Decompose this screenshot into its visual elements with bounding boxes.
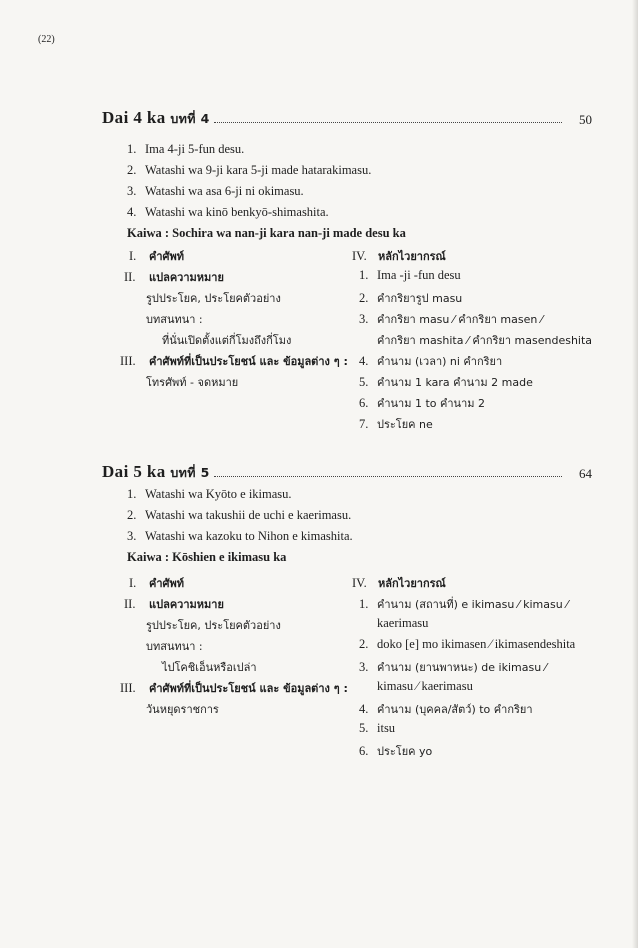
grammar-item: คำกริยา mashita ⁄ คำกริยา masendeshita — [377, 334, 593, 347]
grammar-item: 6. คำนาม 1 to คำนาม 2 — [359, 396, 485, 410]
toc-subitem: ที่นั่นเปิดตั้งแต่กี่โมงถึงกี่โมง — [162, 334, 292, 347]
kaiwa-title: Kaiwa : Sochira wa nan-ji kara nan-ji made desu ka — [127, 226, 406, 240]
grammar-heading: IV. หลักไวยากรณ์ — [352, 576, 446, 590]
lesson-4-heading — [102, 108, 592, 134]
grammar-item: 2. คำกริยารูป masu — [359, 291, 463, 305]
grammar-item: 5. itsu — [359, 721, 396, 735]
lesson-5-section — [102, 462, 592, 802]
grammar-item: 2. doko [e] mo ikimasen ⁄ ikimasendeshita — [359, 637, 576, 651]
toc-item: I. คำศัพท์ — [129, 249, 185, 263]
grammar-item: 6. ประโยค yo — [359, 744, 433, 758]
lesson-5-page: 64 — [579, 466, 592, 481]
sentence-line: 4. Watashi wa kinō benkyō-shimashita. — [127, 205, 329, 219]
lesson-5-title: Dai 5 ka บทที่ 5 — [102, 462, 210, 481]
grammar-item: kimasu ⁄ kaerimasu — [377, 679, 473, 693]
sentence-line: 2. Watashi wa 9-ji kara 5-ji made hatarakimasu. — [127, 163, 372, 177]
page-number: (22) — [38, 34, 55, 45]
page-edge-shadow — [632, 0, 638, 948]
toc-leader-dots — [214, 476, 562, 477]
toc-subitem: ไปโคชิเอ็นหรือเปล่า — [162, 661, 257, 674]
sentence-line: 1. Ima 4-ji 5-fun desu. — [127, 142, 245, 156]
lesson-5-heading — [102, 462, 592, 488]
grammar-item: 4. คำนาม (บุคคล/สัตว์) to คำกริยา — [359, 702, 533, 716]
grammar-heading: IV. หลักไวยากรณ์ — [352, 249, 446, 263]
lesson-4-title: Dai 4 ka บทที่ 4 — [102, 108, 210, 127]
lesson-4-page: 50 — [579, 112, 592, 127]
toc-subitem: วันหยุดราชการ — [146, 703, 219, 716]
sentence-line: 1. Watashi wa Kyōto e ikimasu. — [127, 487, 292, 501]
toc-leader-dots — [214, 122, 562, 123]
toc-subitem: บทสนทนา : — [146, 640, 203, 653]
toc-item: III. คำศัพท์ที่เป็นประโยชน์ และ ข้อมูลต่าง ๆ : — [120, 354, 348, 368]
grammar-item: 1. คำนาม (สถานที่) e ikimasu ⁄ kimasu ⁄ — [359, 597, 569, 611]
grammar-item: 5. คำนาม 1 kara คำนาม 2 made — [359, 375, 533, 389]
toc-subitem: รูปประโยค, ประโยคตัวอย่าง — [146, 619, 281, 632]
grammar-item: 1. Ima -ji -fun desu — [359, 268, 461, 282]
sentence-line: 3. Watashi wa kazoku to Nihon e kimashita. — [127, 529, 353, 543]
toc-subitem: รูปประโยค, ประโยคตัวอย่าง — [146, 292, 281, 305]
grammar-item: 3. คำกริยา masu ⁄ คำกริยา masen ⁄ — [359, 312, 543, 326]
grammar-item: 4. คำนาม (เวลา) ni คำกริยา — [359, 354, 503, 368]
toc-item: III. คำศัพท์ที่เป็นประโยชน์ และ ข้อมูลต่าง ๆ : — [120, 681, 348, 695]
lesson-4-section — [102, 108, 592, 448]
toc-subitem: โทรศัพท์ - จดหมาย — [146, 376, 239, 389]
toc-subitem: บทสนทนา : — [146, 313, 203, 326]
toc-item: II. แปลความหมาย — [124, 597, 224, 611]
grammar-item: 7. ประโยค ne — [359, 417, 433, 431]
kaiwa-title: Kaiwa : Kōshien e ikimasu ka — [127, 550, 287, 564]
toc-item: I. คำศัพท์ — [129, 576, 185, 590]
sentence-line: 2. Watashi wa takushii de uchi e kaerimasu. — [127, 508, 352, 522]
grammar-item: kaerimasu — [377, 616, 429, 630]
toc-item: II. แปลความหมาย — [124, 270, 224, 284]
sentence-line: 3. Watashi wa asa 6-ji ni okimasu. — [127, 184, 304, 198]
grammar-item: 3. คำนาม (ยานพาหนะ) de ikimasu ⁄ — [359, 660, 547, 674]
